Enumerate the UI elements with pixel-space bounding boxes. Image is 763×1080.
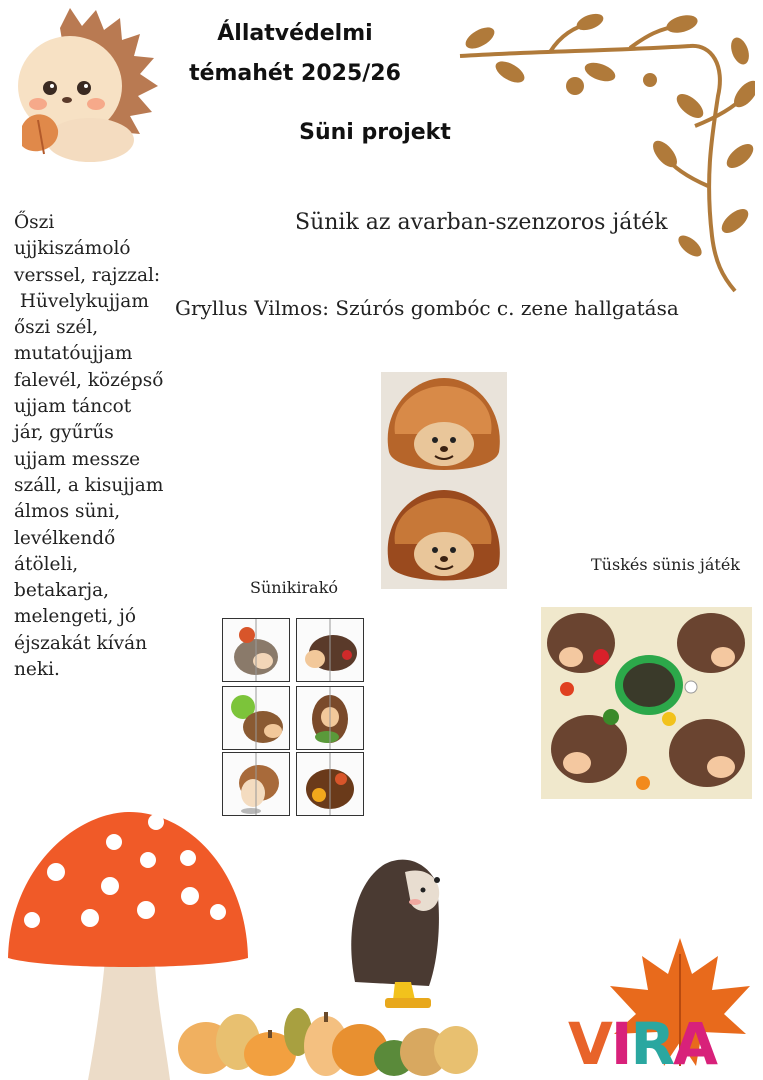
music-activity-text: Gryllus Vilmos: Szúrós gombóc c. zene hallgatása bbox=[175, 296, 679, 320]
hedgehog-illustration-icon bbox=[345, 852, 445, 1014]
poem-line: verssel, rajzzal: bbox=[14, 264, 161, 286]
poem-line: Hüvelykujjam bbox=[14, 290, 149, 312]
puzzle-card bbox=[222, 686, 290, 750]
poem-line: Őszi bbox=[14, 212, 55, 233]
poem-line: neki. bbox=[14, 659, 60, 681]
puzzle-card bbox=[296, 686, 364, 750]
spiky-hedgehog-game-photo bbox=[541, 607, 752, 799]
sensory-game-text: Sünik az avarban-szenzoros játék bbox=[295, 210, 668, 235]
poem-line: álmos süni, bbox=[14, 501, 121, 523]
poem-line: ujjam táncot bbox=[14, 396, 132, 418]
page-title bbox=[160, 14, 430, 94]
title-line-2: témahét 2025/26 bbox=[189, 61, 401, 86]
logo-letter-a: A bbox=[673, 1010, 717, 1078]
poem-line: őszi szél, bbox=[14, 317, 99, 339]
logo-letter-v: V bbox=[568, 1010, 611, 1078]
project-subtitle: Süni projekt bbox=[299, 120, 451, 145]
hedgehog-cartoon-icon bbox=[0, 8, 162, 168]
vira-logo bbox=[568, 1010, 716, 1078]
puzzle-card bbox=[222, 752, 290, 816]
poem-line: falevél, középső bbox=[14, 369, 164, 391]
poem-line: levélkendő bbox=[14, 527, 116, 549]
handprint-hedgehog-photo bbox=[381, 372, 507, 589]
puzzle-card bbox=[222, 618, 290, 682]
puzzle-card bbox=[296, 618, 364, 682]
poem-line: éjszakát kíván bbox=[14, 632, 148, 654]
poem-line: száll, a kisujjam bbox=[14, 474, 164, 496]
hedgehog-puzzle-image bbox=[222, 618, 366, 820]
poem-line: betakarja, bbox=[14, 580, 109, 602]
poem-line: jár, gyűrűs bbox=[14, 422, 114, 444]
finger-counting-poem bbox=[14, 210, 174, 683]
branch-ornament-icon bbox=[450, 6, 755, 296]
poem-line: ujjkiszámoló bbox=[14, 238, 131, 260]
puzzle-caption: Sünikirakó bbox=[250, 578, 339, 597]
pumpkins-icon bbox=[176, 992, 482, 1078]
poem-line: melengeti, jó bbox=[14, 606, 137, 628]
poem-line: mutatóujjam bbox=[14, 343, 133, 365]
logo-letter-r: R bbox=[630, 1010, 674, 1078]
poem-line: átöleli, bbox=[14, 553, 79, 575]
game-caption: Tüskés sünis játék bbox=[591, 555, 740, 574]
logo-letter-i: I bbox=[610, 1010, 631, 1078]
puzzle-card bbox=[296, 752, 364, 816]
title-line-1: Állatvédelmi bbox=[217, 21, 373, 46]
poem-line: ujjam messze bbox=[14, 448, 141, 470]
